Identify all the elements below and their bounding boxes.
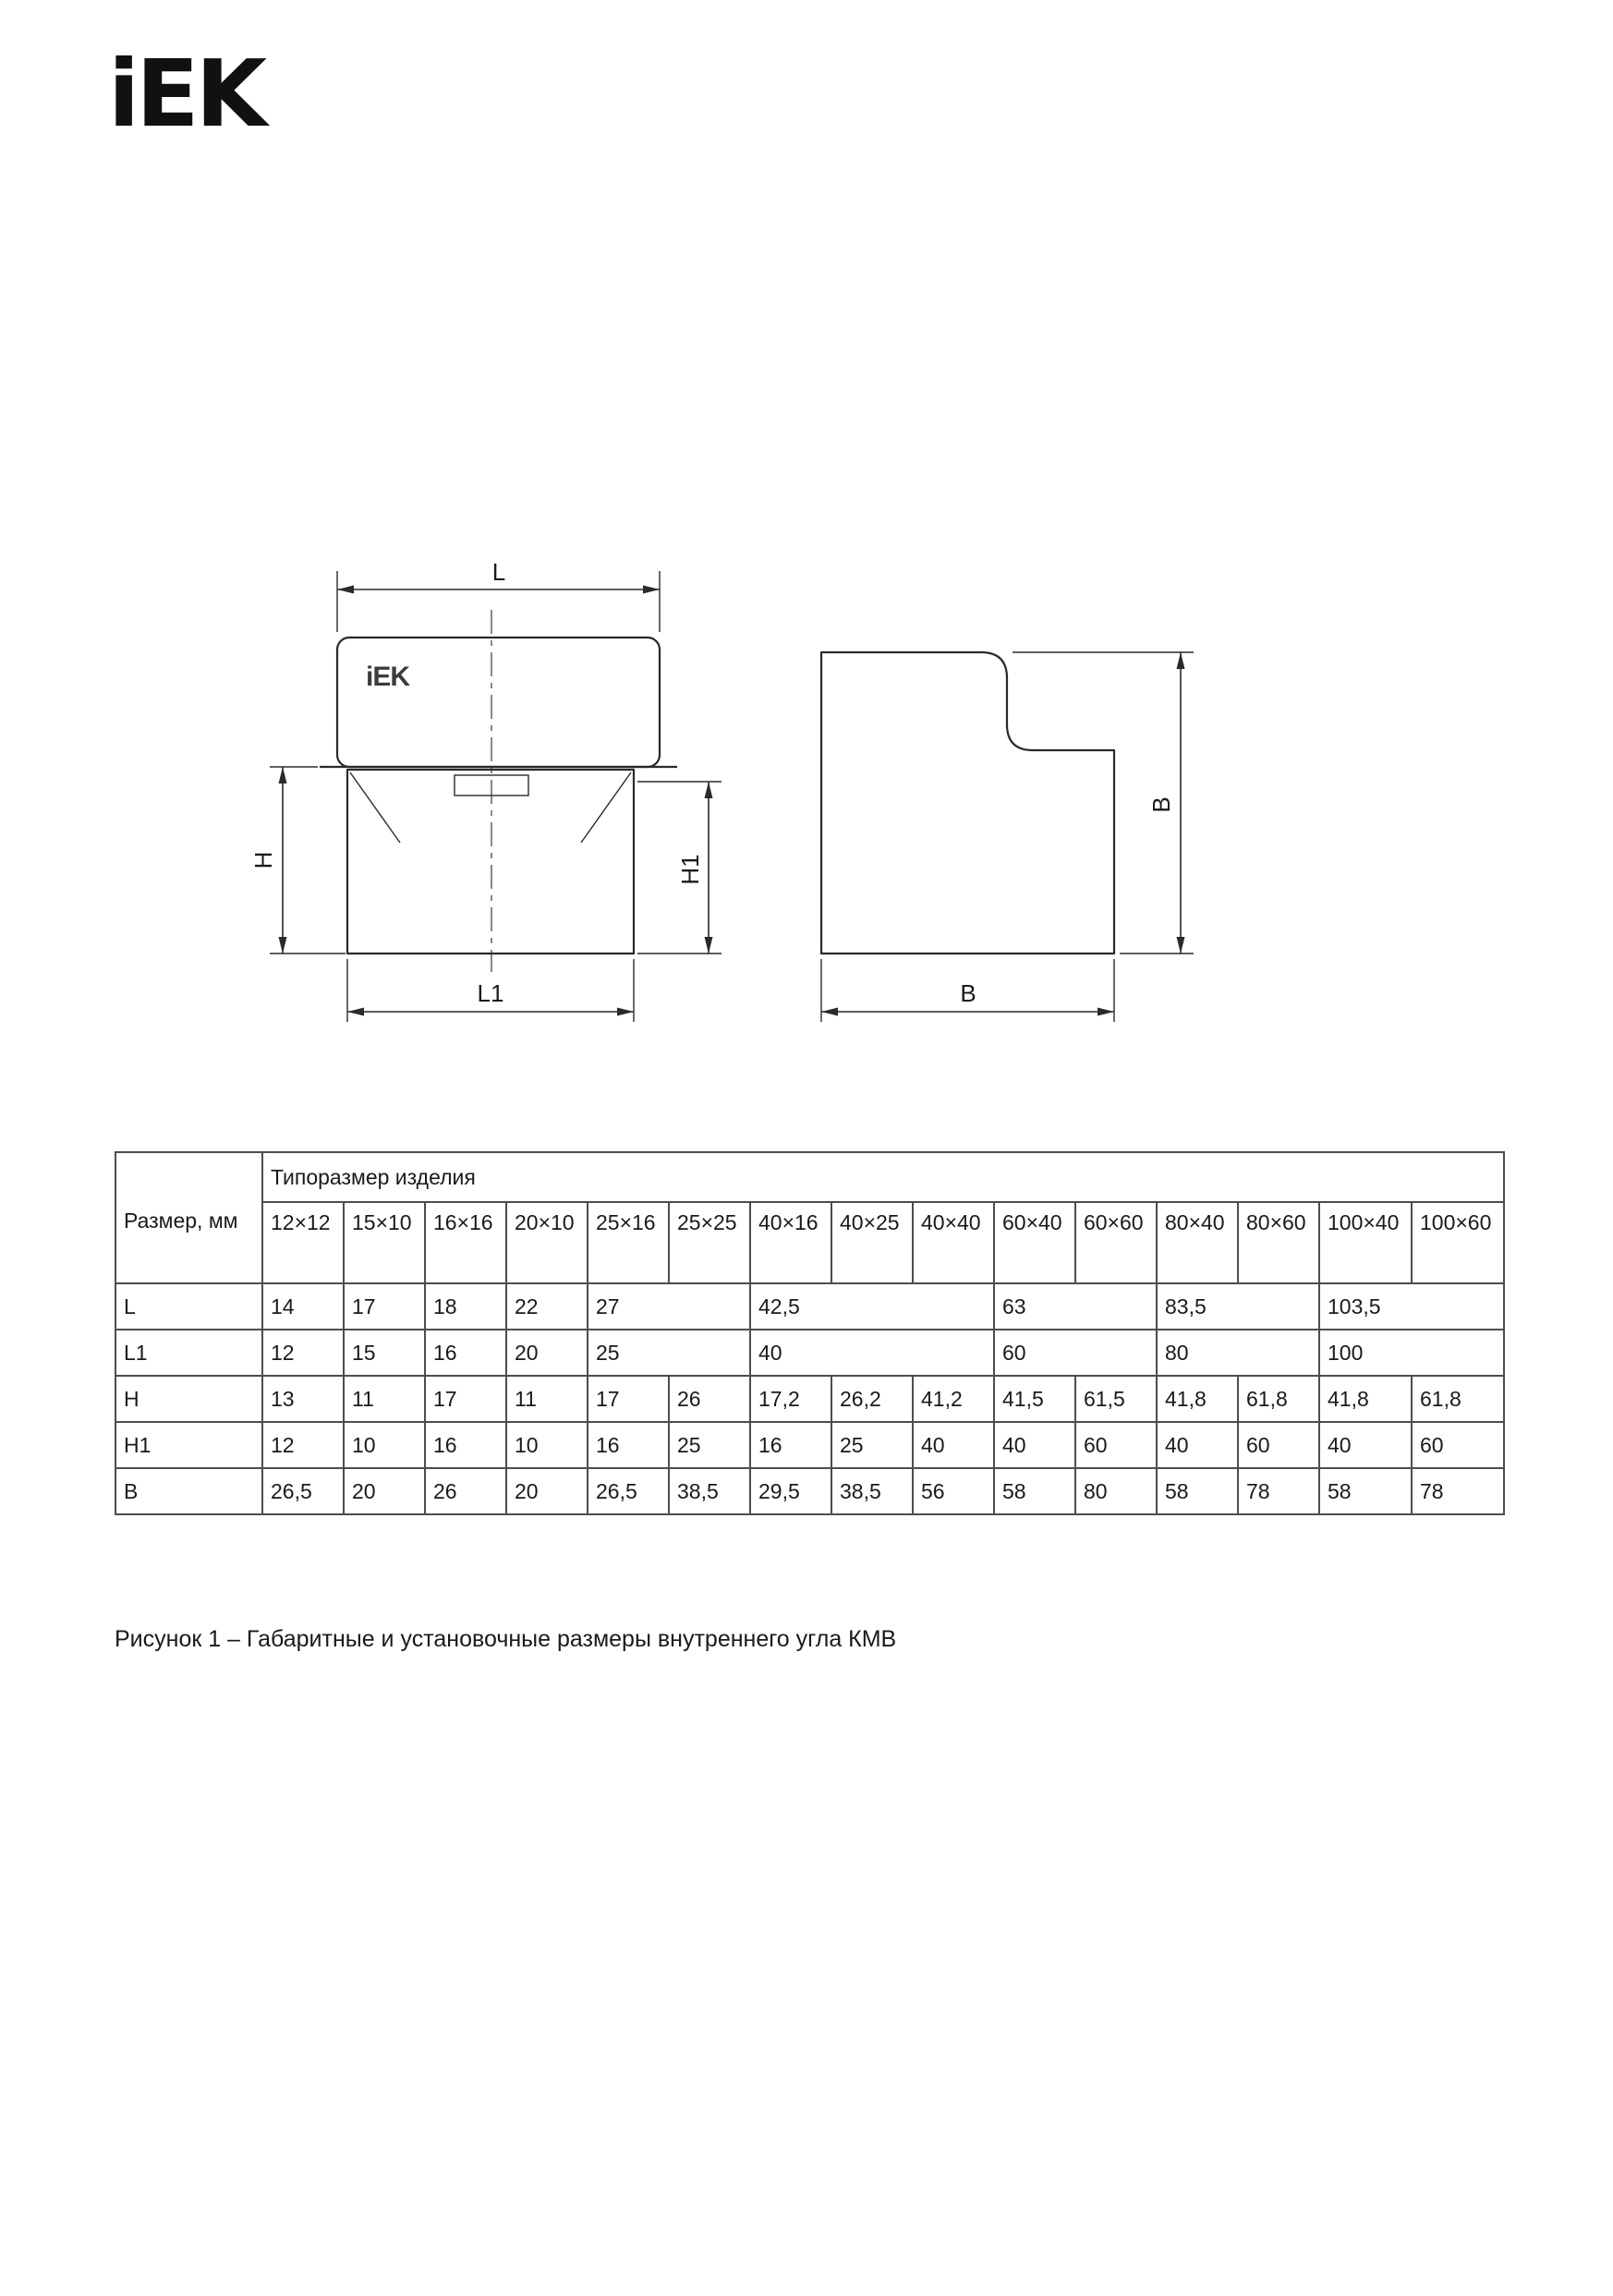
table-cell: 56 [913, 1468, 994, 1514]
table-cell: 40 [1319, 1422, 1412, 1468]
iek-logo: iEK [108, 40, 264, 148]
size-header-cell: 12×12 [262, 1202, 344, 1283]
table-cell: 27 [588, 1283, 750, 1330]
table-cell: 20 [344, 1468, 425, 1514]
table-cell: 10 [506, 1422, 588, 1468]
table-cell: 40 [994, 1422, 1075, 1468]
table-cell: 26 [669, 1376, 750, 1422]
dimension-B-horizontal [821, 959, 1114, 1022]
figure-caption: Рисунок 1 – Габаритные и установочные размеры внутреннего угла КМВ [115, 1626, 897, 1652]
size-header-cell: 100×40 [1319, 1202, 1412, 1283]
table-cell: 16 [425, 1330, 506, 1376]
side-profile-outline [821, 652, 1114, 954]
size-header-cell: 16×16 [425, 1202, 506, 1283]
table-cell: 25 [669, 1422, 750, 1468]
table-cell: 17 [588, 1376, 669, 1422]
table-cell: 38,5 [831, 1468, 913, 1514]
table-row [115, 1330, 1504, 1376]
size-header-cell: 80×60 [1238, 1202, 1319, 1283]
table-row [115, 1422, 1504, 1468]
table-cell: 25 [831, 1422, 913, 1468]
cover-logo-text: iEK [366, 662, 410, 692]
table-row [115, 1468, 1504, 1514]
body-chamfer-right [581, 772, 631, 843]
table-cell: 60 [1412, 1422, 1504, 1468]
dim-label-H: H [249, 851, 277, 869]
dimension-H1 [637, 782, 722, 954]
table-cell: 15 [344, 1330, 425, 1376]
table-cell: 17 [425, 1376, 506, 1422]
body-chamfer-left [350, 772, 400, 843]
typesize-header: Типоразмер изделия [262, 1152, 1504, 1202]
table-cell: 60 [1075, 1422, 1157, 1468]
table-cell: 40 [750, 1330, 994, 1376]
size-column-header: Размер, мм [115, 1152, 262, 1283]
table-row [115, 1376, 1504, 1422]
table-cell: 16 [588, 1422, 669, 1468]
dim-label-L1: L1 [477, 979, 504, 1007]
size-header-cell: 15×10 [344, 1202, 425, 1283]
table-cell: 22 [506, 1283, 588, 1330]
table-body [115, 1283, 1504, 1514]
table-cell: 61,8 [1238, 1376, 1319, 1422]
table-cell: 41,2 [913, 1376, 994, 1422]
table-row [115, 1283, 1504, 1330]
row-label: H [115, 1376, 262, 1422]
dim-label-H1: H1 [676, 854, 704, 885]
table-cell: 58 [1319, 1468, 1412, 1514]
table-cell: 40 [913, 1422, 994, 1468]
size-header-cell: 60×60 [1075, 1202, 1157, 1283]
table-cell: 41,8 [1157, 1376, 1238, 1422]
body-outline [347, 770, 634, 954]
table-cell: 26,5 [588, 1468, 669, 1514]
dim-label-B-horizontal: B [960, 979, 976, 1007]
table-cell: 29,5 [750, 1468, 831, 1514]
table-cell: 80 [1157, 1330, 1319, 1376]
table-cell: 41,8 [1319, 1376, 1412, 1422]
table-cell: 12 [262, 1330, 344, 1376]
table-cell: 13 [262, 1376, 344, 1422]
size-header-cell: 25×25 [669, 1202, 750, 1283]
table-cell: 80 [1075, 1468, 1157, 1514]
table-cell: 58 [994, 1468, 1075, 1514]
side-view [821, 652, 1194, 1022]
table-cell: 18 [425, 1283, 506, 1330]
size-header-cell: 80×40 [1157, 1202, 1238, 1283]
table-cell: 14 [262, 1283, 344, 1330]
table-cell: 38,5 [669, 1468, 750, 1514]
table-cell: 78 [1412, 1468, 1504, 1514]
table-cell: 11 [344, 1376, 425, 1422]
table-cell: 26,2 [831, 1376, 913, 1422]
dimension-L1 [347, 959, 634, 1022]
table-cell: 16 [750, 1422, 831, 1468]
table-cell: 16 [425, 1422, 506, 1468]
table-cell: 83,5 [1157, 1283, 1319, 1330]
table-cell: 41,5 [994, 1376, 1075, 1422]
size-header-cell: 100×60 [1412, 1202, 1504, 1283]
table-cell: 20 [506, 1468, 588, 1514]
dimensions-table [115, 1151, 1505, 1515]
dim-label-L: L [491, 558, 506, 586]
table-cell: 17 [344, 1283, 425, 1330]
size-header-cell: 40×25 [831, 1202, 913, 1283]
row-label: L1 [115, 1330, 262, 1376]
table-cell: 60 [1238, 1422, 1319, 1468]
table-cell: 26 [425, 1468, 506, 1514]
table-cell: 58 [1157, 1468, 1238, 1514]
front-view [249, 558, 722, 1022]
row-label: B [115, 1468, 262, 1514]
size-header-cell: 40×16 [750, 1202, 831, 1283]
table-cell: 60 [994, 1330, 1157, 1376]
table-cell: 10 [344, 1422, 425, 1468]
table-cell: 103,5 [1319, 1283, 1504, 1330]
size-header-cell: 40×40 [913, 1202, 994, 1283]
dimension-B-vertical [1013, 652, 1194, 954]
table-cell: 17,2 [750, 1376, 831, 1422]
dimension-H [249, 767, 346, 954]
dimension-L [337, 558, 660, 632]
table-sizes-row [115, 1202, 1504, 1283]
table-cell: 61,5 [1075, 1376, 1157, 1422]
table-cell: 11 [506, 1376, 588, 1422]
table-cell: 25 [588, 1330, 750, 1376]
table-header-row-1 [115, 1152, 1504, 1202]
table-cell: 26,5 [262, 1468, 344, 1514]
table-cell: 42,5 [750, 1283, 994, 1330]
row-label: H1 [115, 1422, 262, 1468]
table-cell: 40 [1157, 1422, 1238, 1468]
table-cell: 20 [506, 1330, 588, 1376]
table-cell: 78 [1238, 1468, 1319, 1514]
size-header-cell: 20×10 [506, 1202, 588, 1283]
row-label: L [115, 1283, 262, 1330]
technical-drawing [0, 554, 1613, 1072]
size-header-cell: 25×16 [588, 1202, 669, 1283]
table-cell: 61,8 [1412, 1376, 1504, 1422]
dim-label-B-vertical: B [1147, 796, 1175, 813]
size-header-cell: 60×40 [994, 1202, 1075, 1283]
table-cell: 63 [994, 1283, 1157, 1330]
cover-outline [337, 638, 660, 767]
table-cell: 12 [262, 1422, 344, 1468]
table-cell: 100 [1319, 1330, 1504, 1376]
